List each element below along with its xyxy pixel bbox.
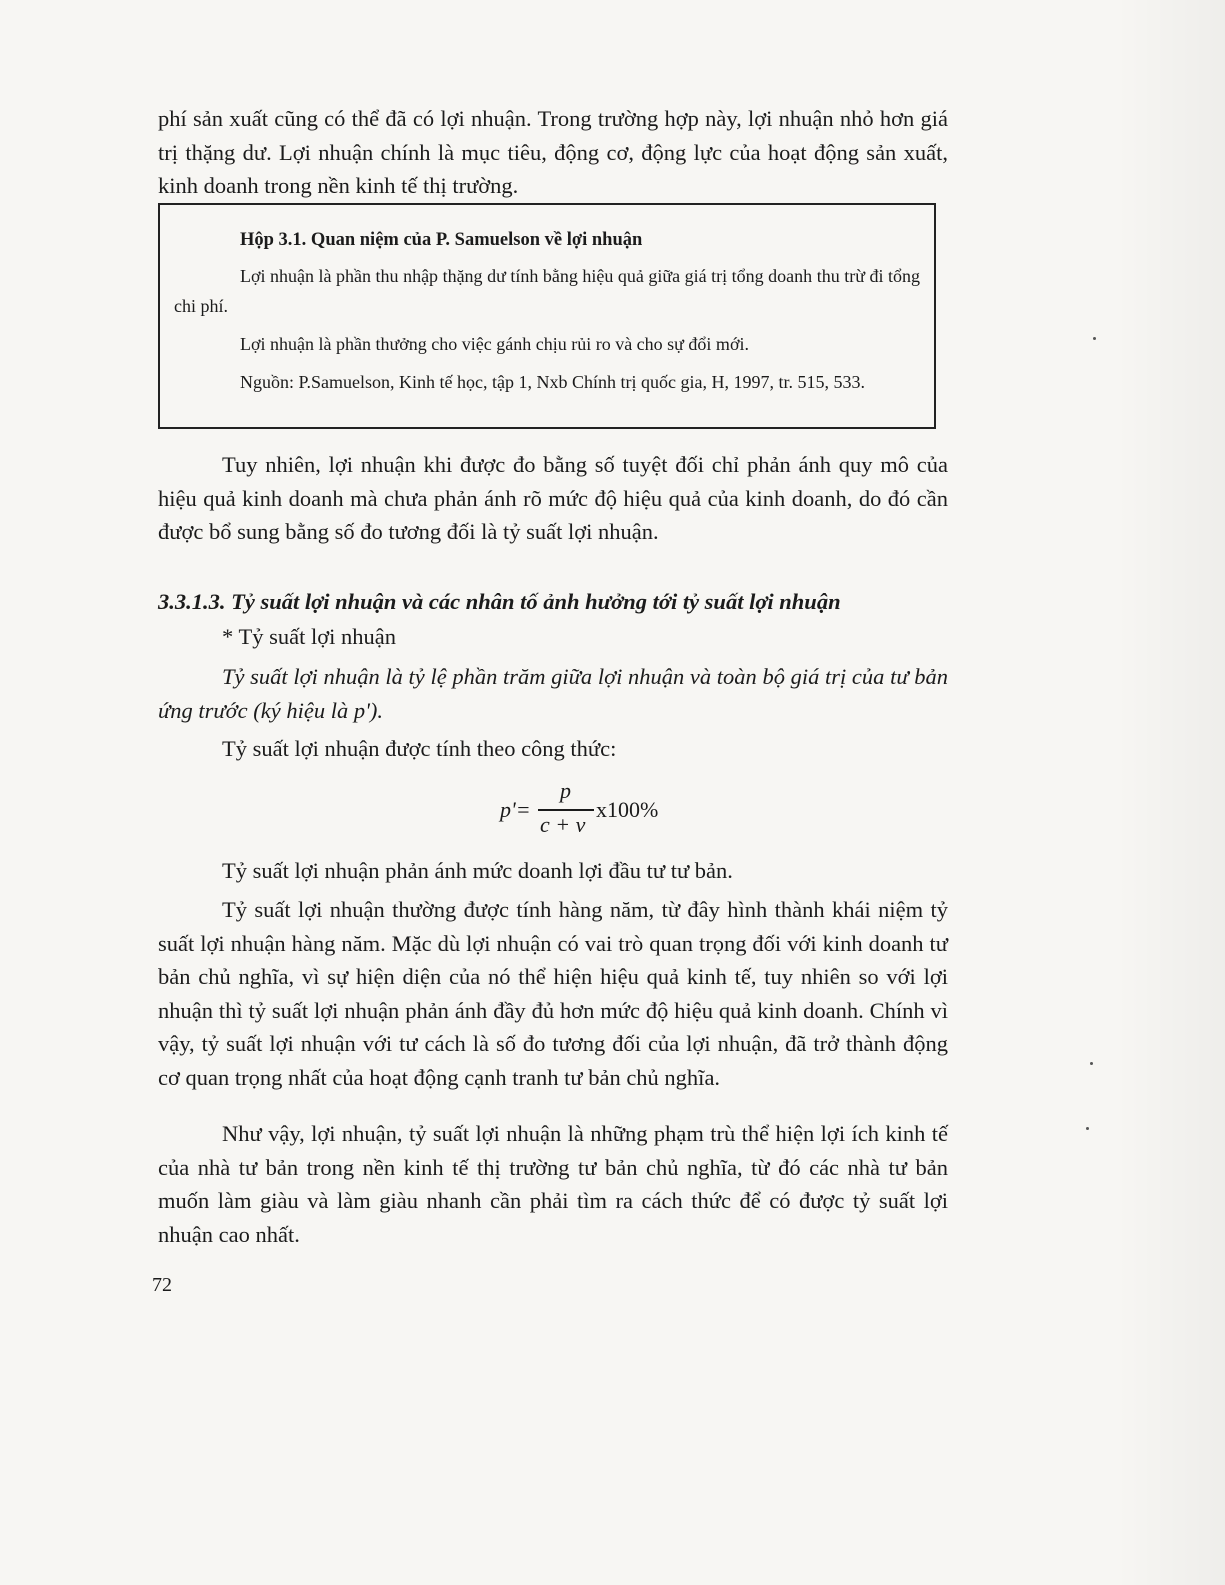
scan-speck xyxy=(1086,1127,1089,1130)
paragraph-annual-profit-rate: Tỷ suất lợi nhuận thường được tính hàng năm, từ đây hình thành khái niệm tỷ suất lợi nhuận hàng năm. Mặc dù lợi nhuận có vai trò quan trọng đối với kinh doanh tư bản chủ nghĩa, vì sự hiện diện của nó thể hiện hiệu quả kinh tế, tuy nhiên so với lợi nhuận thì tỷ suất lợi nhuận phản ánh đầy đủ hơn mức độ hiệu quả kinh doanh. Chính vì vậy, tỷ suất lợi nhuận với tư cách là số đo tương đối của lợi nhuận, đã trở thành động cơ quan trọng nhất của hoạt động cạnh tranh tư bản chủ nghĩa. xyxy=(158,897,948,1090)
fraction-bar xyxy=(538,809,594,811)
formula-denominator: c + v xyxy=(540,812,586,837)
box-source: Nguồn: P.Samuelson, Kinh tế học, tập 1, Nxb Chính trị quốc gia, H, 1997, tr. 515, 533. xyxy=(240,372,865,392)
box-line-2: Lợi nhuận là phần thưởng cho việc gánh chịu rủi ro và cho sự đổi mới. xyxy=(240,334,749,354)
bullet-heading: * Tỷ suất lợi nhuận xyxy=(222,624,396,649)
scan-speck xyxy=(1090,1062,1093,1065)
formula-lhs: p'= xyxy=(500,797,531,822)
samuelson-box xyxy=(158,203,936,429)
paragraph-conclusion: Như vậy, lợi nhuận, tỷ suất lợi nhuận là những phạm trù thể hiện lợi ích kinh tế của nhà tư bản trong nền kinh tế thị trường tư bản chủ nghĩa, từ đó các nhà tư bản muốn làm giàu và làm giàu nhanh cần phải tìm ra cách thức để có được tỷ suất lợi nhuận cao nhất. xyxy=(158,1121,948,1247)
paragraph-formula-intro: Tỷ suất lợi nhuận được tính theo công thức: xyxy=(222,736,617,761)
paragraph-intro: phí sản xuất cũng có thể đã có lợi nhuận. Trong trường hợp này, lợi nhuận nhỏ hơn giá trị thặng dư. Lợi nhuận chính là mục tiêu, động cơ, động lực của hoạt động sản xuất, kinh doanh trong nền kinh tế thị trường. xyxy=(158,106,948,198)
box-line-1: Lợi nhuận là phần thu nhập thặng dư tính bằng hiệu quả giữa giá trị tổng doanh thu trừ đi tổng chi phí. xyxy=(174,266,920,316)
scan-speck xyxy=(1093,337,1096,340)
section-heading: 3.3.1.3. Tỷ suất lợi nhuận và các nhân tố ảnh hưởng tới tỷ suất lợi nhuận xyxy=(158,589,841,614)
formula-multiplier: x100% xyxy=(596,797,659,822)
paragraph-definition: Tỷ suất lợi nhuận là tỷ lệ phần trăm giữa lợi nhuận và toàn bộ giá trị của tư bản ứng trước (ký hiệu là p'). xyxy=(158,664,948,723)
page-number: 72 xyxy=(152,1274,172,1296)
formula-numerator: p xyxy=(560,778,571,803)
page-edge-shadow xyxy=(1115,0,1225,1585)
paragraph-absolute-measure: Tuy nhiên, lợi nhuận khi được đo bằng số tuyệt đối chỉ phản ánh quy mô của hiệu quả kinh doanh mà chưa phản ánh rõ mức độ hiệu quả của kinh doanh, do đó cần được bổ sung bằng số đo tương đối là tỷ suất lợi nhuận. xyxy=(158,452,948,544)
box-title: Hộp 3.1. Quan niệm của P. Samuelson về lợi nhuận xyxy=(240,230,643,250)
profit-rate-formula xyxy=(500,778,680,842)
paragraph-profit-rate-meaning: Tỷ suất lợi nhuận phản ánh mức doanh lợi đầu tư tư bản. xyxy=(222,858,733,883)
